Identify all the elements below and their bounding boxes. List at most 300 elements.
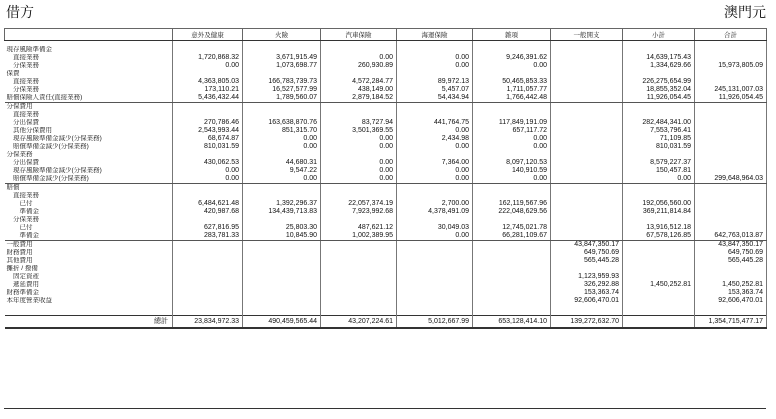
amount-cell: 1,789,560.07 <box>243 94 321 103</box>
column-header: 小計 <box>623 29 695 41</box>
amount-cell: 1,354,715,477.17 <box>695 316 767 329</box>
amount-cell <box>623 192 695 200</box>
page-title: 借方 <box>6 5 34 21</box>
row-label: 賠償 <box>5 184 173 193</box>
amount-cell <box>173 289 243 297</box>
amount-cell: 810,031.59 <box>173 143 243 151</box>
amount-cell: 134,439,713.83 <box>243 208 321 216</box>
amount-cell: 139,272,632.70 <box>551 316 623 329</box>
amount-cell <box>623 289 695 297</box>
amount-cell <box>173 216 243 224</box>
row-label: 準備金 <box>5 208 173 216</box>
column-header-label <box>5 29 173 41</box>
amount-cell <box>173 151 243 159</box>
amount-cell <box>551 103 623 112</box>
amount-cell: 649,750.69 <box>695 249 767 257</box>
amount-cell <box>623 265 695 273</box>
amount-cell: 7,364.00 <box>397 159 473 167</box>
amount-cell <box>397 192 473 200</box>
amount-cell <box>321 281 397 289</box>
amount-cell: 117,849,191.09 <box>473 119 551 127</box>
amount-cell <box>551 78 623 86</box>
amount-cell: 15,973,805.09 <box>695 62 767 70</box>
table-row <box>5 54 767 62</box>
amount-cell <box>695 208 767 216</box>
row-label: 攤折 / 撥備 <box>5 265 173 273</box>
amount-cell <box>473 192 551 200</box>
amount-cell: 12,745,021.78 <box>473 224 551 232</box>
amount-cell <box>173 281 243 289</box>
amount-cell: 0.00 <box>623 175 695 184</box>
amount-cell: 642,763,013.87 <box>695 232 767 241</box>
amount-cell <box>695 78 767 86</box>
column-header: 一般開支 <box>551 29 623 41</box>
table-row <box>5 216 767 224</box>
amount-cell <box>551 192 623 200</box>
table-row <box>5 265 767 273</box>
row-label: 分保業務 <box>5 151 173 159</box>
table-row <box>5 70 767 78</box>
amount-cell: 66,281,109.67 <box>473 232 551 241</box>
amount-cell <box>173 184 243 193</box>
amount-cell <box>473 46 551 54</box>
amount-cell: 5,012,667.99 <box>397 316 473 329</box>
amount-cell: 3,671,915.49 <box>243 54 321 62</box>
amount-cell: 282,484,341.00 <box>623 119 695 127</box>
row-label: 直接業務 <box>5 78 173 86</box>
amount-cell <box>551 94 623 103</box>
amount-cell: 11,926,054.45 <box>695 94 767 103</box>
amount-cell <box>623 257 695 265</box>
amount-cell <box>397 184 473 193</box>
amount-cell <box>243 281 321 289</box>
amount-cell <box>243 184 321 193</box>
row-label: 賠償保險人責任(直接業務) <box>5 94 173 103</box>
amount-cell: 438,149.00 <box>321 86 397 94</box>
amount-cell: 270,786.46 <box>173 119 243 127</box>
debit-ledger-table <box>4 28 767 329</box>
amount-cell: 16,527,577.99 <box>243 86 321 94</box>
amount-cell: 67,578,126.85 <box>623 232 695 241</box>
amount-cell <box>173 273 243 281</box>
amount-cell <box>551 216 623 224</box>
amount-cell: 1,073,698.77 <box>243 62 321 70</box>
amount-cell <box>551 62 623 70</box>
amount-cell <box>397 151 473 159</box>
amount-cell: 4,572,284.77 <box>321 78 397 86</box>
table-row <box>5 257 767 265</box>
amount-cell <box>695 143 767 151</box>
table-row <box>5 192 767 200</box>
amount-cell: 71,109.85 <box>623 135 695 143</box>
amount-cell <box>473 184 551 193</box>
amount-cell <box>623 316 695 329</box>
amount-cell <box>243 70 321 78</box>
amount-cell: 0.00 <box>473 62 551 70</box>
amount-cell: 0.00 <box>397 54 473 62</box>
amount-cell: 326,292.88 <box>551 281 623 289</box>
amount-cell <box>473 273 551 281</box>
amount-cell: 487,621.12 <box>321 224 397 232</box>
amount-cell <box>623 297 695 305</box>
row-label: 其他費用 <box>5 257 173 265</box>
amount-cell: 226,275,654.99 <box>623 78 695 86</box>
amount-cell: 649,750.69 <box>551 249 623 257</box>
amount-cell: 50,465,853.33 <box>473 78 551 86</box>
amount-cell <box>551 167 623 175</box>
table-row <box>5 119 767 127</box>
table-row <box>5 78 767 86</box>
row-label: 分出保費 <box>5 119 173 127</box>
amount-cell <box>695 159 767 167</box>
amount-cell: 0.00 <box>243 135 321 143</box>
amount-cell: 369,211,814.84 <box>623 208 695 216</box>
table-row <box>5 111 767 119</box>
amount-cell <box>695 119 767 127</box>
amount-cell <box>321 111 397 119</box>
amount-cell: 1,711,057.77 <box>473 86 551 94</box>
table-row <box>5 127 767 135</box>
amount-cell: 1,450,252.81 <box>695 281 767 289</box>
row-label: 直接業務 <box>5 111 173 119</box>
amount-cell <box>321 241 397 250</box>
table-row <box>5 249 767 257</box>
amount-cell <box>695 273 767 281</box>
amount-cell: 5,436,432.44 <box>173 94 243 103</box>
amount-cell <box>243 265 321 273</box>
table-row <box>5 103 767 112</box>
amount-cell: 2,434.98 <box>397 135 473 143</box>
table-row <box>5 175 767 184</box>
column-header: 合計 <box>695 29 767 41</box>
table-row <box>5 46 767 54</box>
amount-cell <box>551 119 623 127</box>
amount-cell: 0.00 <box>321 54 397 62</box>
amount-cell: 490,459,565.44 <box>243 316 321 329</box>
column-header: 雜項 <box>473 29 551 41</box>
amount-cell <box>695 127 767 135</box>
amount-cell: 0.00 <box>321 175 397 184</box>
amount-cell <box>321 265 397 273</box>
amount-cell <box>695 111 767 119</box>
amount-cell: 0.00 <box>173 175 243 184</box>
amount-cell: 0.00 <box>397 127 473 135</box>
amount-cell: 0.00 <box>397 232 473 241</box>
amount-cell <box>473 151 551 159</box>
row-label: 現存風險準備金減少(分保業務) <box>5 167 173 175</box>
amount-cell: 851,315.70 <box>243 127 321 135</box>
amount-cell: 565,445.28 <box>695 257 767 265</box>
column-header: 火險 <box>243 29 321 41</box>
amount-cell <box>473 70 551 78</box>
row-label: 賠償準備金減少(分保業務) <box>5 143 173 151</box>
amount-cell <box>397 289 473 297</box>
amount-cell <box>321 151 397 159</box>
row-label: 其他分保費用 <box>5 127 173 135</box>
amount-cell <box>397 241 473 250</box>
amount-cell <box>243 151 321 159</box>
amount-cell <box>321 216 397 224</box>
amount-cell: 4,363,805.03 <box>173 78 243 86</box>
amount-cell <box>695 265 767 273</box>
amount-cell <box>551 135 623 143</box>
amount-cell <box>173 103 243 112</box>
amount-cell <box>173 46 243 54</box>
amount-cell: 14,639,175.43 <box>623 54 695 62</box>
amount-cell: 18,855,352.04 <box>623 86 695 94</box>
amount-cell <box>551 143 623 151</box>
amount-cell <box>243 257 321 265</box>
amount-cell: 283,781.33 <box>173 232 243 241</box>
amount-cell: 0.00 <box>173 62 243 70</box>
amount-cell <box>321 192 397 200</box>
amount-cell: 657,117.72 <box>473 127 551 135</box>
amount-cell: 68,674.87 <box>173 135 243 143</box>
amount-cell: 140,910.59 <box>473 167 551 175</box>
amount-cell <box>551 54 623 62</box>
total-row <box>5 316 767 329</box>
amount-cell: 0.00 <box>397 62 473 70</box>
amount-cell <box>551 159 623 167</box>
table-row <box>5 297 767 305</box>
amount-cell <box>473 257 551 265</box>
row-label: 遞延費用 <box>5 281 173 289</box>
table-row <box>5 143 767 151</box>
amount-cell <box>551 127 623 135</box>
amount-cell: 260,930.89 <box>321 62 397 70</box>
amount-cell <box>695 167 767 175</box>
column-header: 汽車保險 <box>321 29 397 41</box>
amount-cell: 0.00 <box>473 135 551 143</box>
amount-cell <box>473 281 551 289</box>
amount-cell <box>623 184 695 193</box>
amount-cell <box>243 297 321 305</box>
column-header: 海運保險 <box>397 29 473 41</box>
amount-cell: 166,783,739.73 <box>243 78 321 86</box>
amount-cell: 23,834,972.33 <box>173 316 243 329</box>
row-label: 分保業務 <box>5 62 173 70</box>
amount-cell <box>551 232 623 241</box>
amount-cell: 1,450,252.81 <box>623 281 695 289</box>
amount-cell <box>173 241 243 250</box>
amount-cell <box>397 281 473 289</box>
amount-cell: 11,926,054.45 <box>623 94 695 103</box>
amount-cell: 9,547.22 <box>243 167 321 175</box>
amount-cell: 0.00 <box>473 175 551 184</box>
amount-cell <box>321 249 397 257</box>
amount-cell <box>321 184 397 193</box>
row-label: 分保業務 <box>5 86 173 94</box>
amount-cell: 25,803.30 <box>243 224 321 232</box>
amount-cell: 1,392,296.37 <box>243 200 321 208</box>
table-row <box>5 241 767 250</box>
amount-cell <box>551 151 623 159</box>
amount-cell: 9,246,391.62 <box>473 54 551 62</box>
amount-cell: 54,434.94 <box>397 94 473 103</box>
amount-cell: 6,484,621.48 <box>173 200 243 208</box>
amount-cell <box>321 257 397 265</box>
amount-cell <box>173 111 243 119</box>
amount-cell: 0.00 <box>473 143 551 151</box>
amount-cell <box>173 70 243 78</box>
row-label: 保費 <box>5 70 173 78</box>
amount-cell: 30,049.03 <box>397 224 473 232</box>
row-label: 直接業務 <box>5 192 173 200</box>
amount-cell <box>321 273 397 281</box>
amount-cell <box>695 103 767 112</box>
amount-cell: 0.00 <box>397 175 473 184</box>
amount-cell <box>551 111 623 119</box>
amount-cell <box>473 249 551 257</box>
amount-cell <box>173 249 243 257</box>
amount-cell <box>623 111 695 119</box>
row-label: 準備金 <box>5 232 173 241</box>
amount-cell: 43,207,224.61 <box>321 316 397 329</box>
amount-cell: 0.00 <box>397 143 473 151</box>
amount-cell <box>397 297 473 305</box>
amount-cell: 44,680.31 <box>243 159 321 167</box>
amount-cell: 3,501,369.55 <box>321 127 397 135</box>
amount-cell: 420,987.68 <box>173 208 243 216</box>
amount-cell: 0.00 <box>243 143 321 151</box>
amount-cell: 8,579,227.37 <box>623 159 695 167</box>
amount-cell <box>397 111 473 119</box>
amount-cell: 83,727.94 <box>321 119 397 127</box>
amount-cell: 153,363.74 <box>551 289 623 297</box>
amount-cell: 565,445.28 <box>551 257 623 265</box>
row-label: 分出保費 <box>5 159 173 167</box>
table-row <box>5 135 767 143</box>
amount-cell <box>623 70 695 78</box>
amount-cell <box>173 257 243 265</box>
table-row <box>5 281 767 289</box>
amount-cell: 441,764.75 <box>397 119 473 127</box>
amount-cell: 43,847,350.17 <box>695 241 767 250</box>
amount-cell <box>243 192 321 200</box>
amount-cell: 0.00 <box>397 167 473 175</box>
amount-cell: 92,606,470.01 <box>695 297 767 305</box>
column-header-row <box>5 29 767 41</box>
table-row <box>5 273 767 281</box>
amount-cell <box>551 70 623 78</box>
row-label: 現存風險準備金 <box>5 46 173 54</box>
amount-cell: 1,334,629.66 <box>623 62 695 70</box>
amount-cell: 89,972.13 <box>397 78 473 86</box>
amount-cell: 0.00 <box>321 143 397 151</box>
amount-cell: 1,720,868.32 <box>173 54 243 62</box>
row-label: 財務準備金 <box>5 289 173 297</box>
amount-cell <box>321 289 397 297</box>
row-label: 本年度營業收益 <box>5 297 173 305</box>
amount-cell <box>695 200 767 208</box>
amount-cell: 5,457.07 <box>397 86 473 94</box>
amount-cell: 299,648,964.03 <box>695 175 767 184</box>
amount-cell <box>695 135 767 143</box>
amount-cell <box>695 54 767 62</box>
amount-cell <box>243 249 321 257</box>
table-row <box>5 62 767 70</box>
amount-cell <box>173 297 243 305</box>
amount-cell <box>473 103 551 112</box>
amount-cell <box>623 273 695 281</box>
amount-cell <box>321 70 397 78</box>
row-label: 現存風險準備金減少(分保業務) <box>5 135 173 143</box>
amount-cell <box>623 249 695 257</box>
amount-cell <box>243 273 321 281</box>
amount-cell <box>695 184 767 193</box>
row-label: 固定資產 <box>5 273 173 281</box>
row-label: 分保業務 <box>5 216 173 224</box>
amount-cell <box>695 151 767 159</box>
table-row <box>5 184 767 193</box>
amount-cell <box>473 297 551 305</box>
amount-cell <box>695 70 767 78</box>
amount-cell: 653,128,414.10 <box>473 316 551 329</box>
amount-cell <box>551 86 623 94</box>
amount-cell <box>243 289 321 297</box>
table-row <box>5 151 767 159</box>
amount-cell <box>623 216 695 224</box>
amount-cell: 7,553,796.41 <box>623 127 695 135</box>
amount-cell: 627,816.95 <box>173 224 243 232</box>
amount-cell: 0.00 <box>321 135 397 143</box>
amount-cell <box>551 46 623 54</box>
amount-cell: 245,131,007.03 <box>695 86 767 94</box>
row-label: 已付 <box>5 200 173 208</box>
amount-cell <box>623 103 695 112</box>
amount-cell: 162,119,567.96 <box>473 200 551 208</box>
amount-cell: 0.00 <box>321 159 397 167</box>
amount-cell: 43,847,350.17 <box>551 241 623 250</box>
amount-cell: 2,700.00 <box>397 200 473 208</box>
amount-cell <box>243 46 321 54</box>
table-row <box>5 208 767 216</box>
amount-cell: 22,057,374.19 <box>321 200 397 208</box>
column-header: 意外及健康 <box>173 29 243 41</box>
row-label: 直接業務 <box>5 54 173 62</box>
amount-cell <box>397 46 473 54</box>
amount-cell <box>243 111 321 119</box>
amount-cell <box>397 216 473 224</box>
amount-cell <box>623 46 695 54</box>
table-row <box>5 232 767 241</box>
row-label: 財務費用 <box>5 249 173 257</box>
amount-cell <box>173 265 243 273</box>
amount-cell: 13,916,512.18 <box>623 224 695 232</box>
amount-cell <box>243 241 321 250</box>
amount-cell <box>397 70 473 78</box>
ledger-body <box>5 41 767 329</box>
amount-cell <box>623 241 695 250</box>
amount-cell: 1,123,959.93 <box>551 273 623 281</box>
row-label: 一般費用 <box>5 241 173 250</box>
amount-cell <box>321 297 397 305</box>
table-row <box>5 224 767 232</box>
amount-cell: 8,097,120.53 <box>473 159 551 167</box>
amount-cell <box>695 192 767 200</box>
amount-cell: 1,766,442.48 <box>473 94 551 103</box>
amount-cell <box>551 224 623 232</box>
amount-cell <box>397 103 473 112</box>
amount-cell <box>551 184 623 193</box>
amount-cell: 163,638,870.76 <box>243 119 321 127</box>
amount-cell <box>473 216 551 224</box>
amount-cell: 192,056,560.00 <box>623 200 695 208</box>
amount-cell <box>623 151 695 159</box>
amount-cell: 150,457.81 <box>623 167 695 175</box>
amount-cell: 173,110.21 <box>173 86 243 94</box>
table-row <box>5 289 767 297</box>
